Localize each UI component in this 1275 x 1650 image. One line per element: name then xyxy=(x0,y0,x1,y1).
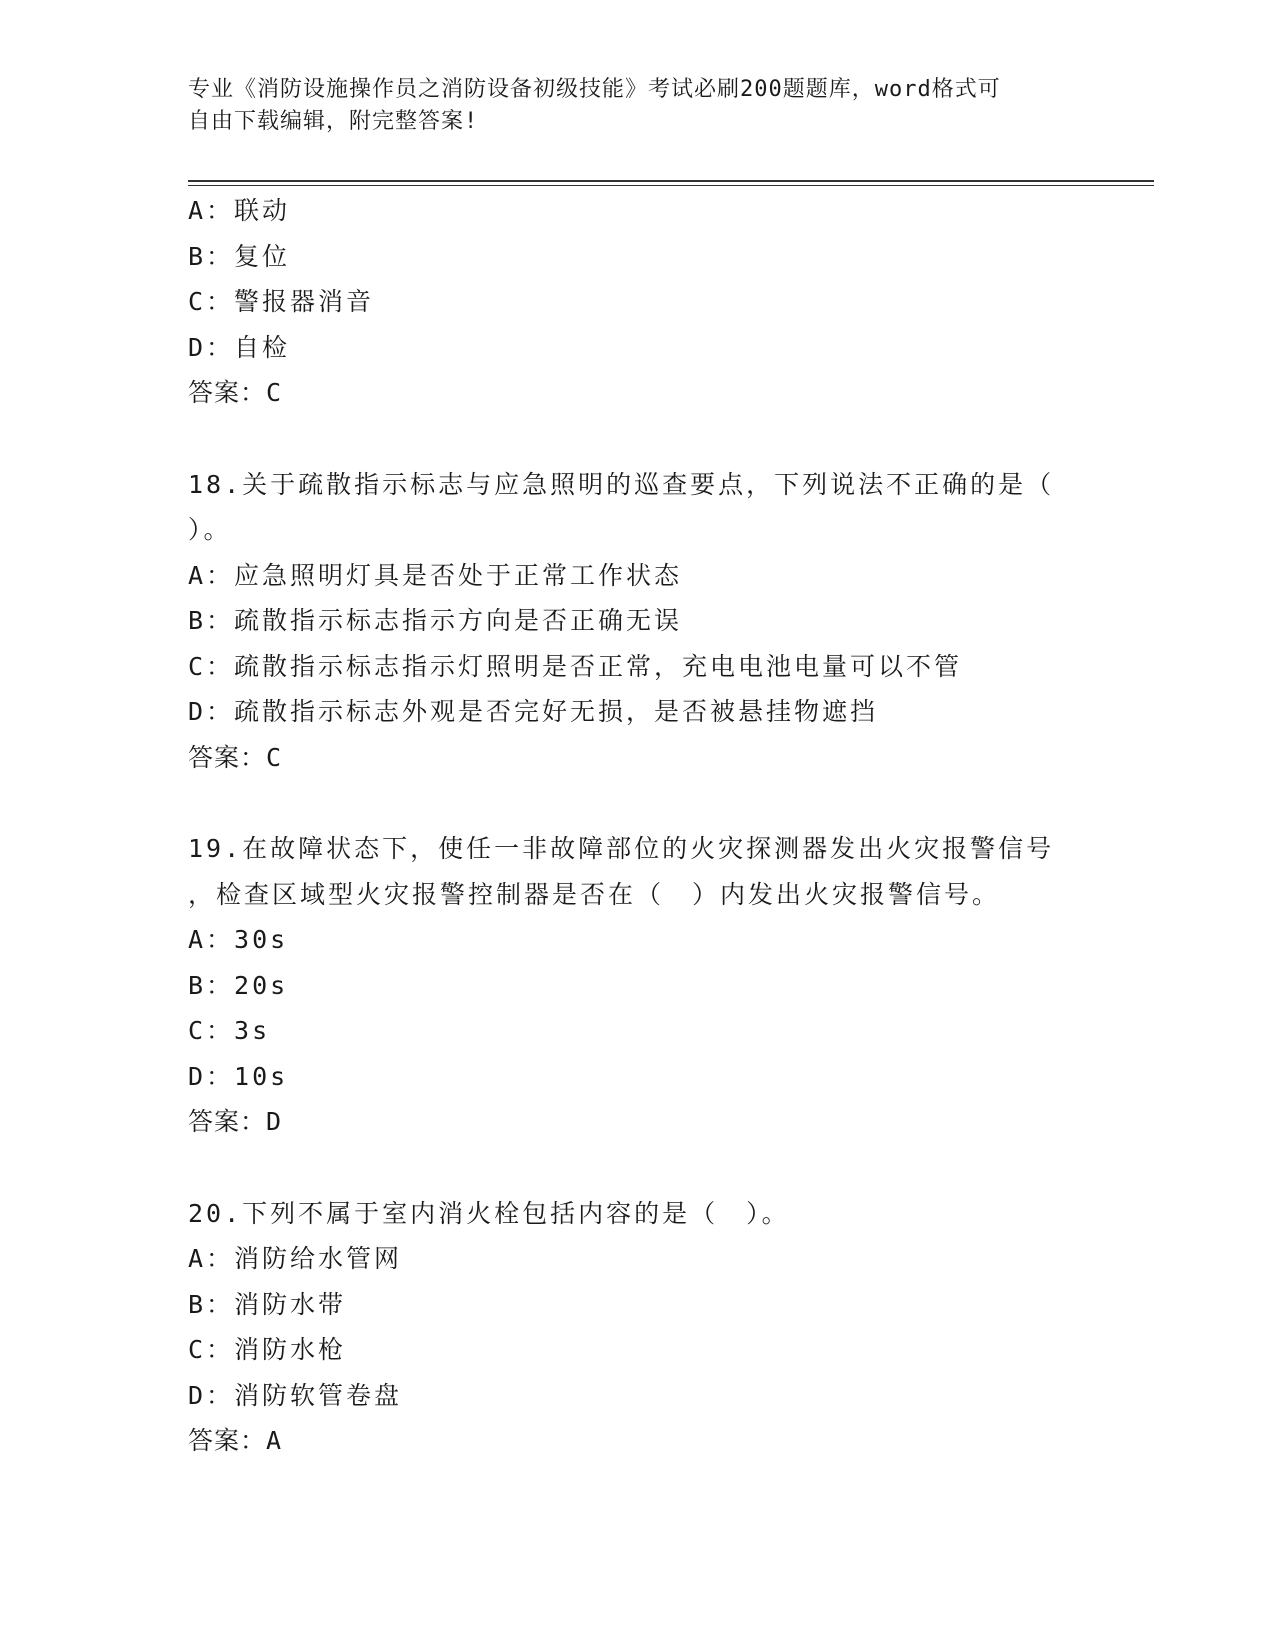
answer: 答案：A xyxy=(188,1426,283,1455)
question-text-line-1: 19.在故障状态下，使任一非故障部位的火灾探测器发出火灾报警信号 xyxy=(188,834,1055,863)
question-18-block xyxy=(188,462,1088,781)
option-c: C：警报器消音 xyxy=(188,287,375,316)
option-d: D：疏散指示标志外观是否完好无损，是否被悬挂物遮挡 xyxy=(188,697,879,726)
spacer xyxy=(188,780,1088,826)
question-17-block xyxy=(188,188,1088,416)
header-line-2: 自由下载编辑，附完整答案! xyxy=(188,109,479,134)
header-divider-thin xyxy=(188,185,1154,186)
header-divider-thick xyxy=(188,180,1154,182)
question-text-line-1: 20.下列不属于室内消火栓包括内容的是（ ）。 xyxy=(188,1198,790,1228)
option-d: D：消防软管卷盘 xyxy=(188,1380,403,1410)
option-a: A：30s xyxy=(188,925,289,954)
option-a: A：联动 xyxy=(188,196,291,225)
option-b: B：复位 xyxy=(188,241,291,271)
answer: 答案：C xyxy=(188,378,283,407)
question-list xyxy=(188,188,1088,1464)
option-d: D：自检 xyxy=(188,332,291,362)
option-d: D：10s xyxy=(188,1061,289,1091)
option-c: C：3s xyxy=(188,1016,271,1045)
header-line-1: 专业《消防设施操作员之消防设备初级技能》考试必刷200题题库，word格式可 xyxy=(188,77,1001,102)
option-a: A：消防给水管网 xyxy=(188,1244,403,1273)
question-19-block xyxy=(188,826,1088,1145)
option-c: C：疏散指示标志指示灯照明是否正常，充电电池电量可以不管 xyxy=(188,651,963,681)
question-text-line-1: 18.关于疏散指示标志与应急照明的巡查要点，下列说法不正确的是（ xyxy=(188,469,1055,499)
option-a: A：应急照明灯具是否处于正常工作状态 xyxy=(188,560,683,590)
answer: 答案：C xyxy=(188,742,283,772)
option-b: B：消防水带 xyxy=(188,1289,347,1319)
question-text-line-2: ，检查区域型火灾报警控制器是否在（ ）内发出火灾报警信号。 xyxy=(188,879,1001,909)
option-b: B：疏散指示标志指示方向是否正确无误 xyxy=(188,606,683,635)
question-text-line-2: ）。 xyxy=(188,515,232,544)
spacer xyxy=(188,1145,1088,1191)
option-b: B：20s xyxy=(188,970,289,1000)
spacer xyxy=(188,416,1088,462)
option-c: C：消防水枪 xyxy=(188,1335,347,1364)
document-header xyxy=(188,74,1088,138)
question-20-block xyxy=(188,1191,1088,1464)
answer: 答案：D xyxy=(188,1107,283,1136)
